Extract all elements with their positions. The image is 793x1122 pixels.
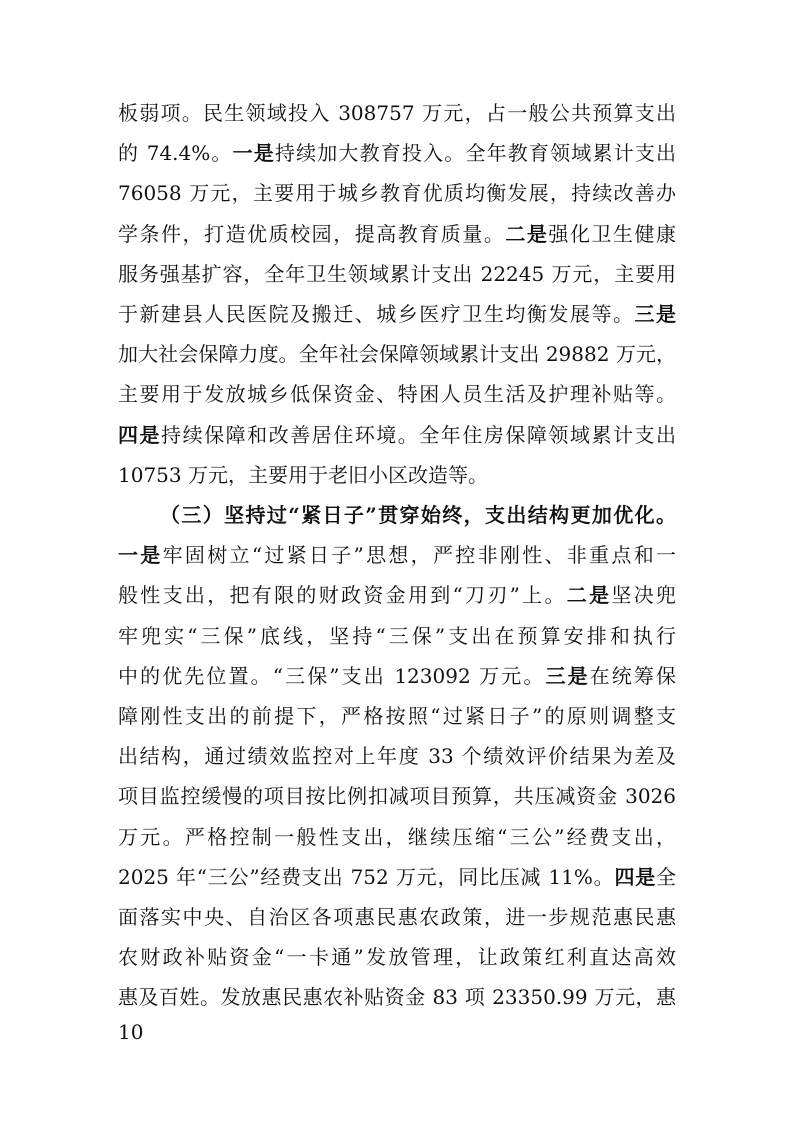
section-heading-line xyxy=(160,502,676,528)
paragraph-line xyxy=(118,422,676,448)
text-segment: 中的优先位置。“三保”支出 123092 万元。 xyxy=(118,663,546,688)
paragraph-line xyxy=(118,824,676,850)
text-segment: 面落实中央、自治区各项惠民惠农政策，进一步规范惠民惠 xyxy=(118,905,676,929)
bold-text-segment: 三是 xyxy=(634,302,677,326)
text-segment: 2025 年“三公”经费支出 752 万元，同比压减 11%。 xyxy=(118,864,615,889)
text-segment: 板弱项。民生领域投入 308757 万元，占一般公共预算支出 xyxy=(118,101,676,125)
text-segment: 主要用于发放城乡低保资金、特困人员生活及护理补贴等。 xyxy=(118,382,676,407)
text-segment: 的 74.4%。 xyxy=(118,141,233,166)
text-segment: 服务强基扩容，全年卫生领域累计支出 22245 万元，主要用 xyxy=(118,261,676,286)
paragraph-line xyxy=(118,100,676,126)
text-segment: 加大社会保障力度。全年社会保障领域累计支出 29882 万元， xyxy=(118,342,676,367)
bold-text-segment: 二是 xyxy=(505,221,549,246)
bold-text-segment: （三）坚持过“紧日子”贯穿始终，支出结构更加优化。 xyxy=(160,503,676,527)
paragraph-line xyxy=(118,984,676,1010)
paragraph-line xyxy=(118,341,676,367)
text-segment: 10753 万元，主要用于老旧小区改造等。 xyxy=(118,462,488,487)
paragraph-line xyxy=(118,301,676,327)
paragraph-line xyxy=(118,180,676,206)
text-segment: 般性支出，把有限的财政资金用到“刀刃”上。 xyxy=(118,583,567,608)
text-segment: 76058 万元，主要用于城乡教育优质均衡发展，持续改善办 xyxy=(118,181,676,206)
paragraph-line xyxy=(118,783,676,809)
bold-text-segment: 三是 xyxy=(545,663,590,688)
page-number: 10 xyxy=(118,1020,144,1044)
paragraph-line xyxy=(118,140,676,166)
text-segment: 学条件，打造优质校园，提高教育质量。 xyxy=(118,221,506,246)
text-segment: 惠及百姓。发放惠民惠农补贴资金 83 项 23350.99 万元，惠 xyxy=(118,985,676,1010)
text-segment: 在统筹保 xyxy=(589,663,677,688)
paragraph-line xyxy=(118,663,676,689)
text-segment: 强化卫生健康 xyxy=(548,221,677,246)
text-segment: 于新建县人民医院及搬迁、城乡医疗卫生均衡发展等。 xyxy=(118,302,635,326)
paragraph-line xyxy=(118,542,676,568)
paragraph-line xyxy=(118,743,676,769)
paragraph-line xyxy=(118,462,676,488)
paragraph-line xyxy=(118,904,676,930)
paragraph-line xyxy=(118,944,676,970)
paragraph-line xyxy=(118,864,676,890)
paragraph-line xyxy=(118,221,676,247)
text-segment: 万元。严格控制一般性支出，继续压缩“三公”经费支出， xyxy=(118,824,676,849)
text-segment: 牢兜实“三保”底线，坚持“三保”支出在预算安排和执行 xyxy=(118,623,676,648)
bold-text-segment: 二是 xyxy=(566,583,612,608)
text-segment: 障刚性支出的前提下，严格按照“过紧日子”的原则调整支 xyxy=(118,704,676,728)
bold-text-segment: 一是 xyxy=(118,543,163,568)
text-segment: 全 xyxy=(656,864,677,889)
bold-text-segment: 一是 xyxy=(232,141,275,166)
paragraph-line xyxy=(118,623,676,649)
text-segment: 项目监控缓慢的项目按比例扣减项目预算，共压减资金 3026 xyxy=(118,784,676,809)
paragraph-line xyxy=(118,582,676,608)
paragraph-line xyxy=(118,703,676,729)
text-segment: 坚决兜 xyxy=(611,583,677,608)
text-segment: 农财政补贴资金“一卡通”发放管理，让政策红利直达高效 xyxy=(118,945,676,970)
paragraph-line xyxy=(118,381,676,407)
bold-text-segment: 四是 xyxy=(614,864,657,889)
bold-text-segment: 四是 xyxy=(118,422,162,447)
text-segment: 持续加大教育投入。全年教育领域累计支出 xyxy=(274,141,676,166)
text-segment: 持续保障和改善居住环境。全年住房保障领域累计支出 xyxy=(161,422,677,447)
text-segment: 出结构，通过绩效监控对上年度 33 个绩效评价结果为差及 xyxy=(118,744,676,769)
text-segment: 牢固树立“过紧日子”思想，严控非刚性、非重点和一 xyxy=(162,543,677,568)
paragraph-line xyxy=(118,261,676,287)
